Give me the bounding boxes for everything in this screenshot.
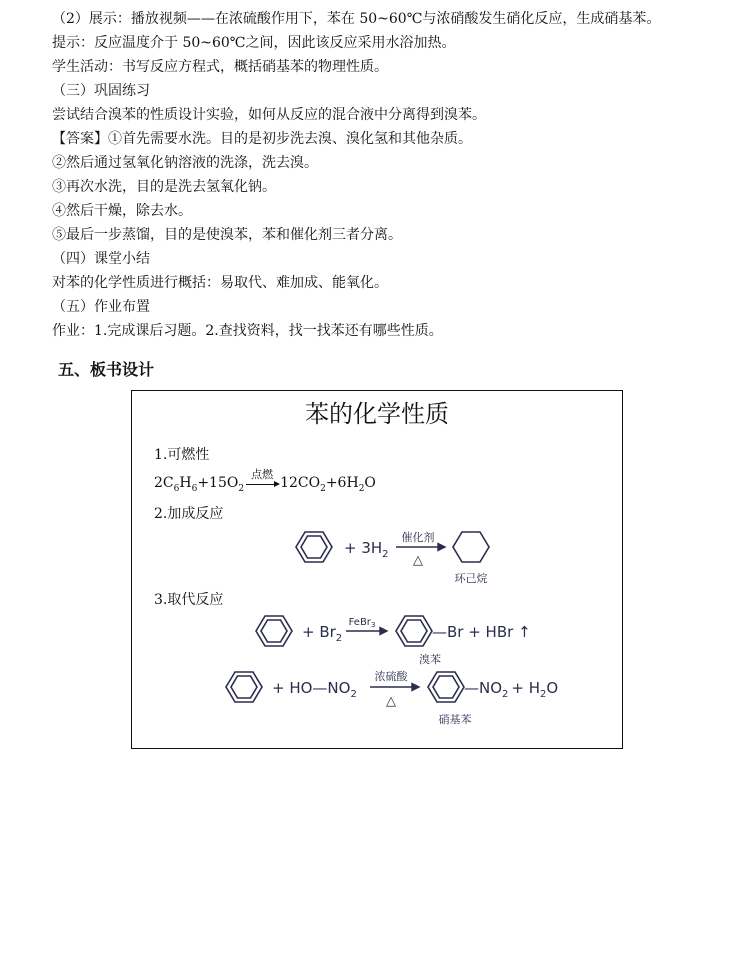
nitration-reagent: + $HO—NO_2$ <box>272 679 357 700</box>
addition-catalyst-label: 催化剂 <box>401 531 435 544</box>
board-design-box <box>131 390 623 749</box>
addition-reaction-diagram <box>132 521 622 585</box>
addition-reagent: + $3H_2$ <box>344 539 389 560</box>
combustion-arrow <box>244 468 280 493</box>
benzene-ring-icon <box>428 672 464 702</box>
text-line-13: （五）作业布置 <box>52 299 150 315</box>
text-line-1: （2）展示：播放视频——在浓硫酸作用下，苯在 50~60℃与浓硝酸发生硝化反应，生成硝基苯。 <box>52 11 661 27</box>
text-line-12: 对苯的化学性质进行概括：易取代、难加成、能氧化。 <box>52 275 388 291</box>
text-line-11: （四）课堂小结 <box>52 251 150 267</box>
benzene-ring-icon <box>256 616 292 646</box>
text-line-3: 学生活动：书写反应方程式，概括硝基苯的物理性质。 <box>52 59 388 75</box>
nitration-product-name: 硝基苯 <box>438 713 472 726</box>
section-combustibility: 1.可燃性 <box>154 447 210 463</box>
board-title: 苯的化学性质 <box>305 400 449 428</box>
nitration-heat-label: △ <box>386 694 396 709</box>
bromination-catalyst: FeBr$_3$ <box>348 617 376 629</box>
section-heading-board-design: 五、板书设计 <box>58 360 155 379</box>
nitration-substituent: $—NO_2 + H_2O$ <box>464 679 559 700</box>
text-line-9: ④然后干燥，除去水。 <box>52 203 192 219</box>
combustion-condition: 点燃 <box>251 468 274 481</box>
text-line-6: 【答案】①首先需要水洗。目的是初步洗去溴、溴化氢和其他杂质。 <box>52 131 472 147</box>
text-line-10: ⑤最后一步蒸馏，目的是使溴苯，苯和催化剂三者分离。 <box>52 227 402 243</box>
benzene-ring-icon <box>226 672 262 702</box>
addition-heat-label: △ <box>413 553 423 568</box>
text-line-14: 作业：1.完成课后习题。2.查找资料，找一找苯还有哪些性质。 <box>52 323 443 339</box>
nitration-catalyst-label: 浓硫酸 <box>374 670 408 683</box>
cyclohexane-ring-icon <box>453 532 489 562</box>
reaction-arrow-icon <box>346 628 387 635</box>
section-addition-reaction: 2.加成反应 <box>154 506 224 522</box>
text-line-4: （三）巩固练习 <box>52 83 150 99</box>
bromination-substituent: —Br + HBr ↑ <box>432 623 531 641</box>
text-line-2: 提示：反应温度介于 50~60℃之间，因此该反应采用水浴加热。 <box>52 35 456 51</box>
text-line-8: ③再次水洗，目的是洗去氢氧化钠。 <box>52 179 276 195</box>
benzene-ring-icon <box>296 532 332 562</box>
section-substitution-reaction: 3.取代反应 <box>154 592 224 608</box>
text-line-5: 尝试结合溴苯的性质设计实验，如何从反应的混合液中分离得到溴苯。 <box>52 107 486 123</box>
combustion-equation: $2C_6H_6+15O_2$ 点燃 $12CO_2+6H_2O$ <box>154 473 376 499</box>
bromination-product-name: 溴苯 <box>419 653 441 666</box>
addition-product-name: 环己烷 <box>454 572 488 585</box>
reaction-arrow-icon <box>396 544 445 551</box>
nitration-diagram <box>132 665 622 727</box>
bromination-reagent: + $Br_2$ <box>302 623 343 644</box>
bromination-diagram <box>132 609 622 667</box>
reaction-arrow-icon <box>370 684 419 691</box>
text-line-7: ②然后通过氢氧化钠溶液的洗涤，洗去溴。 <box>52 155 318 171</box>
benzene-ring-icon <box>396 616 432 646</box>
